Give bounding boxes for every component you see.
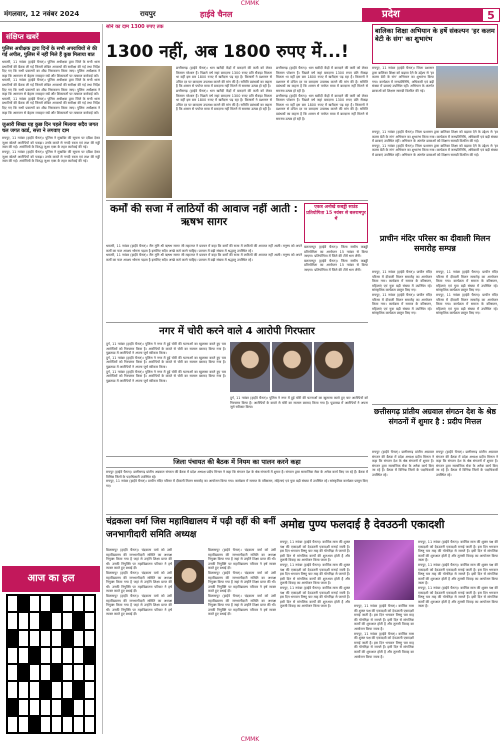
brief-item-2 — [2, 119, 100, 164]
right-mid-body-4: रायपुर, 11 नवंबर (हाईवे चैनल)। प्राचीन मंदिर परिसर में दीवाली मिलन समारोह का आयोजन किया गया। कार्यक्रम में समाज के वरिष्ठजन, महिलाएं एवं युवा बड़ी संख्या में उपस्थित रहे। सांस्कृतिक कार्यक्रम प्रस्तुत किए गए। — [436, 292, 498, 316]
agrawal-body-2: रायपुर (हाईवे चैनल)। छत्तीसगढ़ प्रांतीय अग्रवाल संगठन की बैठक में प्रदेश अध्यक्ष प्रदीप मित्तल ने कहा कि संगठन देश के श्रेष्ठ संगठनों में शुमार है। संगठन द्वारा सामाजिक सेवा के अनेक कार्य किए जा रहे हैं। बैठक में विभिन्न जिलों के पदाधिकारी उपस्थित रहे। — [436, 450, 498, 477]
sub-story-headline-box — [106, 203, 302, 241]
chandrakala-body-2: बिलासपुर (हाईवे चैनल)। चंद्रकला वर्मा को उसी महाविद्यालय की जनभागीदारी समिति का अध्यक्ष नियुक्त किया गया है जहां से उन्होंने शिक्षा प्राप्त की थी। उनकी नियुक्ति पर महाविद्यालय परिवार ने हर्ष व्यक्त करते हुए बधाई दी। — [106, 570, 172, 594]
chandrakala-headline: चंद्रकला वर्मा जिस महाविद्यालय में पढ़ी वहीं की बनीं जनभागीदारी समिति अध्यक्ष — [106, 517, 276, 540]
sub-story-body-text: धमतरी, 11 नवंबर (हाईवे चैनल)। जैन मुनि श्री ऋषभ सागर जी महाराज ने प्रवचन में कहा कि कर्मों की सजा में लाठियों की आवाज नहीं आती। मनुष्य को अपने कर्मों का फल अवश्य भोगना पड़ता है इसलिए सदैव अच्छे कर्म करने चाहिए। प्रवचन में बड़ी संख्या में श्रद्धालु उपस्थित रहे। — [106, 244, 302, 253]
ekadashi-body-3: रायपुर, 11 नवंबर (हाईवे चैनल)। कार्तिक मास की शुक्ल पक्ष की एकादशी को देवउठनी एकादशी मनाई जाती है। इस दिन भगवान विष्णु चार माह की योगनिद्रा से जागते हैं। इसी दिन से मांगलिक कार्यों की शुरुआत होती है और तुलसी विवाह का आयोजन किया जाता है। — [280, 585, 350, 609]
lead-headline: 1300 नहीं, अब 1800 रुपए में...! — [106, 42, 349, 62]
sub-story-headline: कर्मों की सजा में लाठियों की आवाज नहीं आती : ऋषभ सागर — [110, 203, 298, 228]
chandrakala-body-col-1 — [106, 548, 172, 734]
page-header — [0, 8, 500, 22]
crime-body-4: दुर्ग, 11 नवंबर (हाईवे चैनल)। पुलिस ने नगर में हुई चोरी की घटनाओं का खुलासा करते हुए चार आरोपियों को गिरफ्तार किया है। आरोपियों के कब्जे से चोरी का सामान बरामद किया गया है। पूछताछ में आरोपियों ने अपना जुर्म स्वीकार किया। — [230, 396, 368, 410]
chandrakala-body-4: बिलासपुर (हाईवे चैनल)। चंद्रकला वर्मा को उसी महाविद्यालय की जनभागीदारी समिति का अध्यक्ष नियुक्त किया गया है जहां से उन्होंने शिक्षा प्राप्त की थी। उनकी नियुक्ति पर महाविद्यालय परिवार ने हर्ष व्यक्त करते हुए बधाई दी। — [208, 548, 276, 571]
accused-photo-2 — [272, 342, 312, 392]
sub-story-body — [106, 244, 302, 320]
right-lead-headline: बालिका शिक्षा अभियान के हर्षे संकल्पन 'हर कलम बेटी के संग' का शुभारंभ — [375, 27, 495, 43]
newspaper-brand: हाईवे चैनल — [200, 10, 233, 19]
ekadashi-photo — [354, 540, 414, 600]
agrawal-body: रायपुर (हाईवे चैनल)। छत्तीसगढ़ प्रांतीय अग्रवाल संगठन की बैठक में प्रदेश अध्यक्ष प्रदीप मित्तल ने कहा कि संगठन देश के श्रेष्ठ संगठनों में शुमार है। संगठन द्वारा सामाजिक सेवा के अनेक कार्य किए जा रहे हैं। बैठक में विभिन्न जिलों के पदाधिकारी उपस्थित रहे। — [372, 450, 434, 477]
right-mid-body-2: रायपुर, 11 नवंबर (हाईवे चैनल)। प्राचीन मंदिर परिसर में दीवाली मिलन समारोह का आयोजन किया गया। कार्यक्रम में समाज के वरिष्ठजन, महिलाएं एवं युवा बड़ी संख्या में उपस्थित रहे। सांस्कृतिक कार्यक्रम प्रस्तुत किए गए। — [372, 292, 432, 316]
lead-headline-box — [106, 40, 368, 66]
ekadashi-body-col-2 — [354, 604, 414, 734]
sub-story-body-text-2: धमतरी, 11 नवंबर (हाईवे चैनल)। जैन मुनि श्री ऋषभ सागर जी महाराज ने प्रवचन में कहा कि कर्मों की सजा में लाठियों की आवाज नहीं आती। मनुष्य को अपने कर्मों का फल अवश्य भोगना पड़ता है इसलिए सदैव अच्छे कर्म करने चाहिए। प्रवचन में बड़ी संख्या में श्रद्धालु उपस्थित रहे। — [106, 253, 302, 262]
puzzle-title: आज का हल — [2, 566, 100, 592]
chandrakala-body: बिलासपुर (हाईवे चैनल)। चंद्रकला वर्मा को उसी महाविद्यालय की जनभागीदारी समिति का अध्यक्ष नियुक्त किया गया है जहां से उन्होंने शिक्षा प्राप्त की थी। उनकी नियुक्ति पर महाविद्यालय परिवार ने हर्ष व्यक्त करते हुए बधाई दी। — [106, 548, 172, 571]
accused-photo-1 — [230, 342, 270, 392]
issue-date: मंगलवार, 12 नवंबर 2024 — [4, 10, 80, 18]
brief-news-column — [2, 24, 100, 564]
meeting-banner-text: जिला पंचायत की बैठक में नियम का पालन करने कहा — [173, 458, 301, 466]
accused-photo-3 — [314, 342, 354, 392]
agrawal-headline: छत्तीसगढ़ प्रांतीय अग्रवाल संगठन देश के श्रेष्ठ संगठनों में शुमार है : प्रदीप मित्तल — [374, 407, 496, 426]
right-mid-headline-box — [372, 234, 498, 268]
brief-news-title: संक्षिप्त खबरें — [2, 32, 100, 43]
meeting-banner — [106, 456, 368, 468]
ekadashi-body: रायपुर, 11 नवंबर (हाईवे चैनल)। कार्तिक मास की शुक्ल पक्ष की एकादशी को देवउठनी एकादशी मनाई जाती है। इस दिन भगवान विष्णु चार माह की योगनिद्रा से जागते हैं। इसी दिन से मांगलिक कार्यों की शुरुआत होती है और तुलसी विवाह का आयोजन किया जाता है। — [280, 540, 350, 563]
column-divider — [102, 24, 103, 734]
agrawal-body-col-2 — [436, 450, 498, 512]
brief-item-1-body: धमतरी, 11 नवंबर (हाईवे चैनल)। पुलिस अधीक्षक द्वारा जिले के सभी थाना प्रभारियों की बैठक ली गई जिसमें लंबित अपराधों की समीक्षा की गई तथा निर्देश दिए गए कि सभी प्रकरणों का शीघ्र निराकरण किया जाए। पुलिस अधीक्षक ने कहा कि आमजन से बेहतर व्यवहार रखें और शिकायतों पर तत्काल कार्रवाई करें। — [2, 60, 100, 78]
right-mid-body: रायपुर, 11 नवंबर (हाईवे चैनल)। प्राचीन मंदिर परिसर में दीवाली मिलन समारोह का आयोजन किया गया। कार्यक्रम में समाज के वरिष्ठजन, महिलाएं एवं युवा बड़ी संख्या में उपस्थित रहे। सांस्कृतिक कार्यक्रम प्रस्तुत किए गए। — [372, 270, 432, 293]
lead-body-col-2 — [276, 66, 368, 198]
right-lead-headline-box — [372, 24, 498, 64]
crossword-grid — [6, 594, 96, 734]
lead-body-1: छत्तीसगढ़ (हाईवे चैनल)। धान खरीदी केंद्रों में बारदाने की कमी को लेकर किसान परेशान हैं। पिछले वर्ष जहां बारदाना 1300 रुपए प्रति सैकड़ा मिलता था वहीं इस बार 1800 रुपए में खरीदना पड़ रहा है। किसानों ने प्रशासन से उचित दर पर बारदाना उपलब्ध कराने की मांग की है। समिति प्रबंधकों का कहना है कि शासन से पर्याप्त मात्रा में बारदाना नहीं मिलने से समस्या उत्पन्न हो रही है। — [176, 66, 272, 89]
right-lead-body: रायपुर, 11 नवंबर (हाईवे चैनल)। जिला प्रशासन द्वारा बालिका शिक्षा को बढ़ावा देने के उद्देश्य से 'हर कलम बेटी के संग' अभियान का शुभारंभ किया गया। कार्यक्रम में जनप्रतिनिधि, अधिकारी एवं बड़ी संख्या में छात्राएं उपस्थित रहीं। अभियान के अंतर्गत छात्राओं को शिक्षण सामग्री वितरित की गई। — [372, 66, 434, 93]
ekadashi-body-6: रायपुर, 11 नवंबर (हाईवे चैनल)। कार्तिक मास की शुक्ल पक्ष की एकादशी को देवउठनी एकादशी मनाई जाती है। इस दिन भगवान विष्णु चार माह की योगनिद्रा से जागते हैं। इसी दिन से मांगलिक कार्यों की शुरुआत होती है और तुलसी विवाह का आयोजन किया जाता है। — [418, 540, 498, 563]
crime-body: दुर्ग, 11 नवंबर (हाईवे चैनल)। पुलिस ने नगर में हुई चोरी की घटनाओं का खुलासा करते हुए चार आरोपियों को गिरफ्तार किया है। आरोपियों के कब्जे से चोरी का सामान बरामद किया गया है। पूछताछ में आरोपियों ने अपना जुर्म स्वीकार किया। — [106, 342, 226, 356]
right-mid-body-col-2 — [436, 270, 498, 400]
ekadashi-body-col-3 — [418, 540, 498, 734]
bottom-watermark: CMMK — [240, 736, 260, 743]
side-box-body-text: बलरामपुर (हाईवे चैनल)। जिला स्तरीय कबड्डी प्रतियोगिता का आयोजन 15 नवंबर से किया जाएगा। प्रतियोगिता में जिले की टीमें भाग लेंगी। — [304, 245, 368, 259]
crime-body-2: दुर्ग, 11 नवंबर (हाईवे चैनल)। पुलिस ने नगर में हुई चोरी की घटनाओं का खुलासा करते हुए चार आरोपियों को गिरफ्तार किया है। आरोपियों के कब्जे से चोरी का सामान बरामद किया गया है। पूछताछ में आरोपियों ने अपना जुर्म स्वीकार किया। — [106, 355, 226, 369]
right-lead-body-col-2 — [372, 130, 498, 230]
right-mid-headline: प्राचीन मंदिर परिसर का दीवाली मिलन समारोह सम्पन्न — [379, 234, 491, 253]
top-watermark: CMMK — [240, 0, 260, 7]
chandrakala-body-5: बिलासपुर (हाईवे चैनल)। चंद्रकला वर्मा को उसी महाविद्यालय की जनभागीदारी समिति का अध्यक्ष नियुक्त किया गया है जहां से उन्होंने शिक्षा प्राप्त की थी। उनकी नियुक्ति पर महाविद्यालय परिवार ने हर्ष व्यक्त करते हुए बधाई दी। — [208, 570, 276, 594]
meeting-body — [106, 470, 368, 512]
side-box-headline-box — [304, 203, 368, 243]
agrawal-body-col-1 — [372, 450, 434, 512]
lead-photo-sacks-2 — [106, 140, 172, 198]
meeting-body-text: रायपुर (हाईवे चैनल)। छत्तीसगढ़ प्रांतीय अग्रवाल संगठन की बैठक में प्रदेश अध्यक्ष प्रदीप मित्तल ने कहा कि संगठन देश के श्रेष्ठ संगठनों में शुमार है। संगठन द्वारा सामाजिक सेवा के अनेक कार्य किए जा रहे हैं। बैठक में विभिन्न जिलों के पदाधिकारी उपस्थित रहे। — [106, 470, 368, 479]
right-mid-body-col-1 — [372, 270, 432, 400]
right-lead-body-2: रायपुर, 11 नवंबर (हाईवे चैनल)। जिला प्रशासन द्वारा बालिका शिक्षा को बढ़ावा देने के उद्देश्य से 'हर कलम बेटी के संग' अभियान का शुभारंभ किया गया। कार्यक्रम में जनप्रतिनिधि, अधिकारी एवं बड़ी संख्या में छात्राएं उपस्थित रहीं। अभियान के अंतर्गत छात्राओं को शिक्षण सामग्री वितरित की गई। — [372, 130, 498, 144]
crime-body-col-1 — [106, 342, 226, 454]
lead-body-2: छत्तीसगढ़ (हाईवे चैनल)। धान खरीदी केंद्रों में बारदाने की कमी को लेकर किसान परेशान हैं। पिछले वर्ष जहां बारदाना 1300 रुपए प्रति सैकड़ा मिलता था वहीं इस बार 1800 रुपए में खरीदना पड़ रहा है। किसानों ने प्रशासन से उचित दर पर बारदाना उपलब्ध कराने की मांग की है। समिति प्रबंधकों का कहना है कि शासन से पर्याप्त मात्रा में बारदाना नहीं मिलने से समस्या उत्पन्न हो रही है। — [276, 66, 368, 93]
ekadashi-body-col-1 — [280, 540, 350, 734]
right-lead-body-col-1 — [372, 66, 434, 128]
chandrakala-photo — [174, 560, 204, 604]
chandrakala-body-col-2 — [208, 548, 276, 734]
ekadashi-headline-box — [280, 516, 498, 536]
brief-item-1-body-cont: धमतरी, 11 नवंबर (हाईवे चैनल)। पुलिस अधीक्षक द्वारा जिले के सभी थाना प्रभारियों की बैठक ली गई जिसमें लंबित अपराधों की समीक्षा की गई तथा निर्देश दिए गए कि सभी प्रकरणों का शीघ्र निराकरण किया जाए। पुलिस अधीक्षक ने कहा कि आमजन से बेहतर व्यवहार रखें और शिकायतों पर तत्काल कार्रवाई करें। — [2, 78, 100, 97]
agrawal-headline-box — [372, 404, 498, 448]
right-mid-body-3: रायपुर, 11 नवंबर (हाईवे चैनल)। प्राचीन मंदिर परिसर में दीवाली मिलन समारोह का आयोजन किया गया। कार्यक्रम में समाज के वरिष्ठजन, महिलाएं एवं युवा बड़ी संख्या में उपस्थित रहे। सांस्कृतिक कार्यक्रम प्रस्तुत किए गए। — [436, 270, 498, 293]
chandrakala-body-6: बिलासपुर (हाईवे चैनल)। चंद्रकला वर्मा को उसी महाविद्यालय की जनभागीदारी समिति का अध्यक्ष नियुक्त किया गया है जहां से उन्होंने शिक्षा प्राप्त की थी। उनकी नियुक्ति पर महाविद्यालय परिवार ने हर्ष व्यक्त करते हुए बधाई दी। — [208, 593, 276, 617]
edition-city: रायपुर — [140, 10, 156, 18]
crime-body-col-2 — [230, 396, 368, 454]
lead-body-2b: छत्तीसगढ़ (हाईवे चैनल)। धान खरीदी केंद्रों में बारदाने की कमी को लेकर किसान परेशान हैं। पिछले वर्ष जहां बारदाना 1300 रुपए प्रति सैकड़ा मिलता था वहीं इस बार 1800 रुपए में खरीदना पड़ रहा है। किसानों ने प्रशासन से उचित दर पर बारदाना उपलब्ध कराने की मांग की है। समिति प्रबंधकों का कहना है कि शासन से पर्याप्त मात्रा में बारदाना नहीं मिलने से समस्या उत्पन्न हो रही है। — [276, 93, 368, 121]
lead-body-col-1 — [176, 66, 272, 198]
ekadashi-body-5: रायपुर, 11 नवंबर (हाईवे चैनल)। कार्तिक मास की शुक्ल पक्ष की एकादशी को देवउठनी एकादशी मनाई जाती है। इस दिन भगवान विष्णु चार माह की योगनिद्रा से जागते हैं। इसी दिन से मांगलिक कार्यों की शुरुआत होती है और तुलसी विवाह का आयोजन किया जाता है। — [354, 631, 414, 659]
ekadashi-body-7: रायपुर, 11 नवंबर (हाईवे चैनल)। कार्तिक मास की शुक्ल पक्ष की एकादशी को देवउठनी एकादशी मनाई जाती है। इस दिन भगवान विष्णु चार माह की योगनिद्रा से जागते हैं। इसी दिन से मांगलिक कार्यों की शुरुआत होती है और तुलसी विवाह का आयोजन किया जाता है। — [418, 562, 498, 586]
meeting-body-text-2: रायपुर, 11 नवंबर (हाईवे चैनल)। प्राचीन मंदिर परिसर में दीवाली मिलन समारोह का आयोजन किया गया। कार्यक्रम में समाज के वरिष्ठजन, महिलाएं एवं युवा बड़ी संख्या में उपस्थित रहे। सांस्कृतिक कार्यक्रम प्रस्तुत किए गए। — [106, 479, 368, 488]
lead-tag-text: सोने का दाम 1300 रुपए तक — [106, 24, 164, 30]
crime-headline: नगर में चोरी करने वाले 4 आरोपी गिरफ्तार — [159, 326, 315, 337]
divider — [106, 200, 368, 201]
brief-item-2-head: जुआरी सिखा यह कुछ दिन पहले मिलाया सदैव जगत चल जगत कार्ड, सत्ता ने लगवाए दाम — [2, 122, 99, 135]
brief-item-1-head: पुलिस अधीक्षक द्वारा दिनों के सभी अपराधियों से की गई अपील, पुलिस में नहीं मिले हैं कुछ मिलाया बात — [2, 46, 98, 58]
chandrakala-headline-box — [106, 516, 276, 546]
section-title: प्रदेश — [362, 8, 482, 22]
side-box-body-text-2: बलरामपुर (हाईवे चैनल)। जिला स्तरीय कबड्डी प्रतियोगिता का आयोजन 15 नवंबर से किया जाएगा। प्रतियोगिता में जिले की टीमें भाग लेंगी। — [304, 258, 368, 272]
brief-item-2-body: रायपुर, 11 नवंबर (हाईवे चैनल)। पुलिस ने मुखबिर की सूचना पर दबिश देकर जुआ खेलते आरोपियों को पकड़ा। उनके कब्जे से नगदी रकम एवं ताश की गड्डी जब्त की गई। आरोपियों के विरुद्ध जुआ एक्ट के तहत कार्रवाई की गई। — [2, 136, 100, 150]
side-box-body — [304, 245, 368, 320]
chandrakala-body-3: बिलासपुर (हाईवे चैनल)। चंद्रकला वर्मा को उसी महाविद्यालय की जनभागीदारी समिति का अध्यक्ष नियुक्त किया गया है जहां से उन्होंने शिक्षा प्राप्त की थी। उनकी नियुक्ति पर महाविद्यालय परिवार ने हर्ष व्यक्त करते हुए बधाई दी। — [106, 593, 172, 617]
divider — [106, 322, 368, 323]
ekadashi-body-8: रायपुर, 11 नवंबर (हाईवे चैनल)। कार्तिक मास की शुक्ल पक्ष की एकादशी को देवउठनी एकादशी मनाई जाती है। इस दिन भगवान विष्णु चार माह की योगनिद्रा से जागते हैं। इसी दिन से मांगलिक कार्यों की शुरुआत होती है और तुलसी विवाह का आयोजन किया जाता है। — [418, 585, 498, 609]
ekadashi-headline: अमोद्य पुण्य फलदाई है देवउठनी एकादशी — [280, 518, 445, 531]
right-lead-photo — [436, 66, 498, 128]
page-number: 5 — [482, 8, 500, 22]
brief-item-1 — [2, 46, 100, 115]
lead-photo-sacks-1 — [106, 66, 172, 136]
divider — [106, 514, 498, 515]
brief-item-2-body-cont: रायपुर, 11 नवंबर (हाईवे चैनल)। पुलिस ने मुखबिर की सूचना पर दबिश देकर जुआ खेलते आरोपियों को पकड़ा। उनके कब्जे से नगदी रकम एवं ताश की गड्डी जब्त की गई। आरोपियों के विरुद्ध जुआ एक्ट के तहत कार्रवाई की गई। — [2, 149, 100, 164]
right-lead-body-3: रायपुर, 11 नवंबर (हाईवे चैनल)। जिला प्रशासन द्वारा बालिका शिक्षा को बढ़ावा देने के उद्देश्य से 'हर कलम बेटी के संग' अभियान का शुभारंभ किया गया। कार्यक्रम में जनप्रतिनिधि, अधिकारी एवं बड़ी संख्या में छात्राएं उपस्थित रहीं। अभियान के अंतर्गत छात्राओं को शिक्षण सामग्री वितरित की गई। — [372, 143, 498, 157]
lead-body-1b: छत्तीसगढ़ (हाईवे चैनल)। धान खरीदी केंद्रों में बारदाने की कमी को लेकर किसान परेशान हैं। पिछले वर्ष जहां बारदाना 1300 रुपए प्रति सैकड़ा मिलता था वहीं इस बार 1800 रुपए में खरीदना पड़ रहा है। किसानों ने प्रशासन से उचित दर पर बारदाना उपलब्ध कराने की मांग की है। समिति प्रबंधकों का कहना है कि शासन से पर्याप्त मात्रा में बारदाना नहीं मिलने से समस्या उत्पन्न हो रही है। — [176, 88, 272, 112]
ekadashi-body-2: रायपुर, 11 नवंबर (हाईवे चैनल)। कार्तिक मास की शुक्ल पक्ष की एकादशी को देवउठनी एकादशी मनाई जाती है। इस दिन भगवान विष्णु चार माह की योगनिद्रा से जागते हैं। इसी दिन से मांगलिक कार्यों की शुरुआत होती है और तुलसी विवाह का आयोजन किया जाता है। — [280, 562, 350, 586]
side-box-headline: एकत्र अनोखे कबड्डी साउंड प्रतियोगिता 15 नवंबर से बलरामपुर में — [306, 205, 366, 222]
crime-body-3: दुर्ग, 11 नवंबर (हाईवे चैनल)। पुलिस ने नगर में हुई चोरी की घटनाओं का खुलासा करते हुए चार आरोपियों को गिरफ्तार किया है। आरोपियों के कब्जे से चोरी का सामान बरामद किया गया है। पूछताछ में आरोपियों ने अपना जुर्म स्वीकार किया। — [106, 369, 226, 383]
crime-headline-box — [106, 324, 368, 340]
brief-item-1-body-cont2: धमतरी, 11 नवंबर (हाईवे चैनल)। पुलिस अधीक्षक द्वारा जिले के सभी थाना प्रभारियों की बैठक ली गई जिसमें लंबित अपराधों की समीक्षा की गई तथा निर्देश दिए गए कि सभी प्रकरणों का शीघ्र निराकरण किया जाए। पुलिस अधीक्षक ने कहा कि आमजन से बेहतर व्यवहार रखें और शिकायतों पर तत्काल कार्रवाई करें। — [2, 96, 100, 115]
ekadashi-body-4: रायपुर, 11 नवंबर (हाईवे चैनल)। कार्तिक मास की शुक्ल पक्ष की एकादशी को देवउठनी एकादशी मनाई जाती है। इस दिन भगवान विष्णु चार माह की योगनिद्रा से जागते हैं। इसी दिन से मांगलिक कार्यों की शुरुआत होती है और तुलसी विवाह का आयोजन किया जाता है। — [354, 604, 414, 631]
